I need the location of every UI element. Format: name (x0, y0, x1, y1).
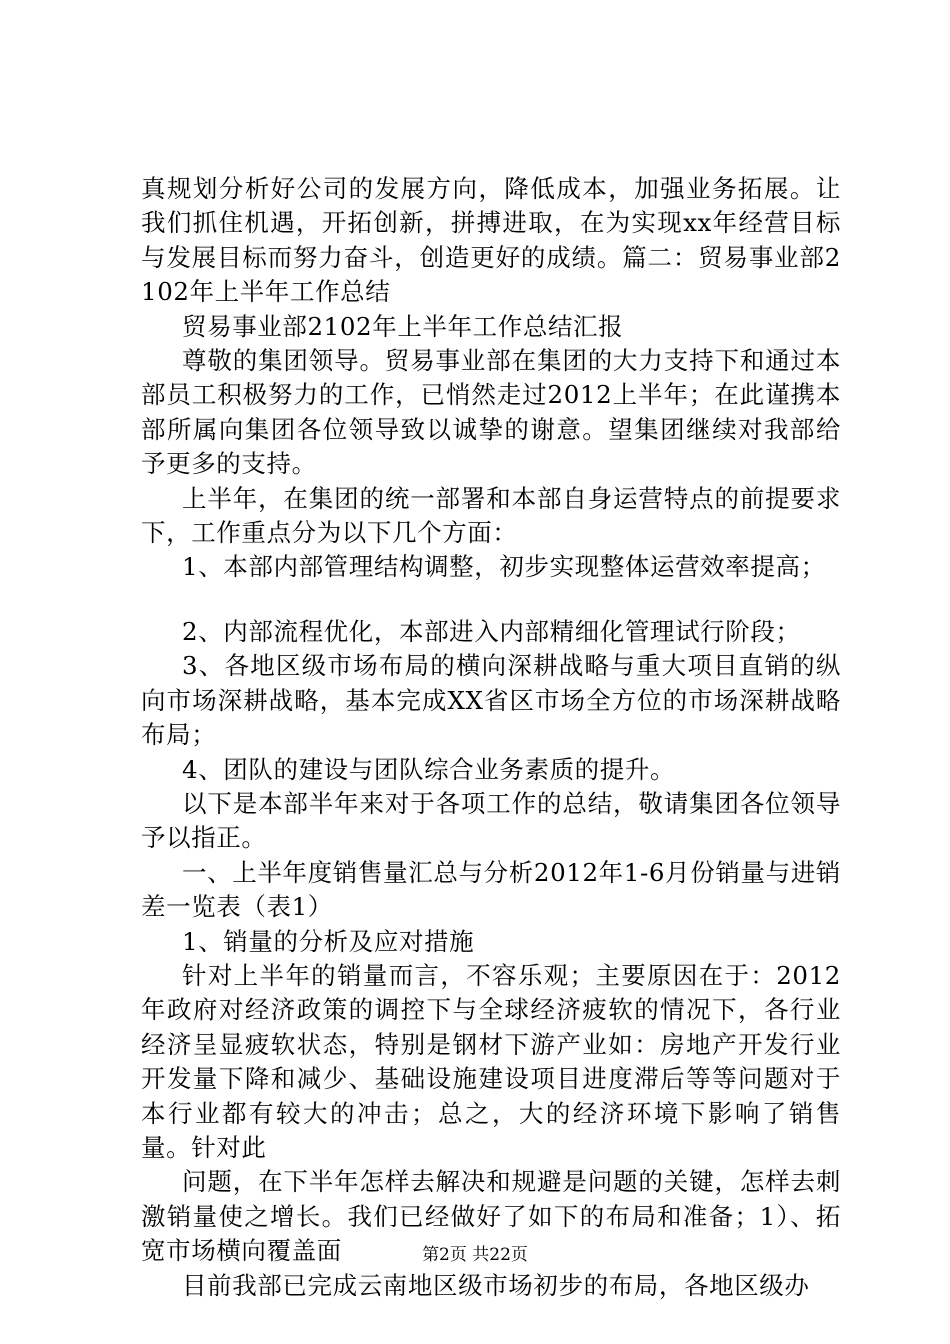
paragraph-intro-continuation: 真规划分析好公司的发展方向，降低成本，加强业务拓展。让我们抓住机遇，开拓创新，拼搏进取，在为实现xx年经营目标与发展目标而努力奋斗，创造更好的成绩。篇二：贸易事业部2102年上半年工作总结 (141, 174, 841, 307)
paragraph-summary-intro: 以下是本部半年来对于各项工作的总结，敬请集团各位领导予以指正。 (141, 788, 841, 853)
section-sales-heading: 一、上半年度销售量汇总与分析2012年1-6月份销量与进销差一览表（表1） (141, 857, 841, 922)
paragraph-sales-analysis: 针对上半年的销量而言，不容乐观；主要原因在于：2012年政府对经济政策的调控下与全球经济疲软的情况下，各行业经济呈显疲软状态，特别是钢材下游产业如：房地产开发行业开发量下降和减少、基础设施建设项目进度滞后等等问题对于本行业都有较大的冲击；总之，大的经济环境下影响了销售量。针对此 (141, 960, 841, 1162)
paragraph-market-layout: 目前我部已完成云南地区级市场初步的布局，各地区级办 (182, 1270, 810, 1300)
paragraph-greeting: 尊敬的集团领导。贸易事业部在集团的大力支持下和通过本部员工积极努力的工作，已悄然走过2012上半年；在此谨携本部所属向集团各位领导致以诚挚的谢意。望集团继续对我部给予更多的支持。 (141, 346, 841, 479)
page-footer (0, 1244, 950, 1266)
section-heading: 贸易事业部2102年上半年工作总结汇报 (182, 311, 624, 341)
page-number: 第2页 共22页 (422, 1245, 528, 1265)
document-body (141, 172, 841, 1303)
list-item-4: 4、团队的建设与团队综合业务素质的提升。 (182, 754, 676, 784)
list-item-1: 1、本部内部管理结构调整，初步实现整体运营效率提高； (182, 552, 826, 582)
paragraph-solutions: 问题，在下半年怎样去解决和规避是问题的关键，怎样去刺激销量使之增长。我们已经做好了如下的布局和准备；1）、拓宽市场横向覆盖面 (141, 1167, 841, 1266)
list-item-2: 2、内部流程优化，本部进入内部精细化管理试行阶段； (182, 616, 801, 646)
subsection-sales-analysis: 1、销量的分析及应对措施 (182, 926, 475, 956)
paragraph-work-focus: 上半年，在集团的统一部署和本部自身运营特点的前提要求下，工作重点分为以下几个方面： (141, 483, 841, 548)
list-item-3: 3、各地区级市场布局的横向深耕战略与重大项目直销的纵向市场深耕战略，基本完成XX省区市场全方位的市场深耕战略布局； (141, 651, 841, 750)
